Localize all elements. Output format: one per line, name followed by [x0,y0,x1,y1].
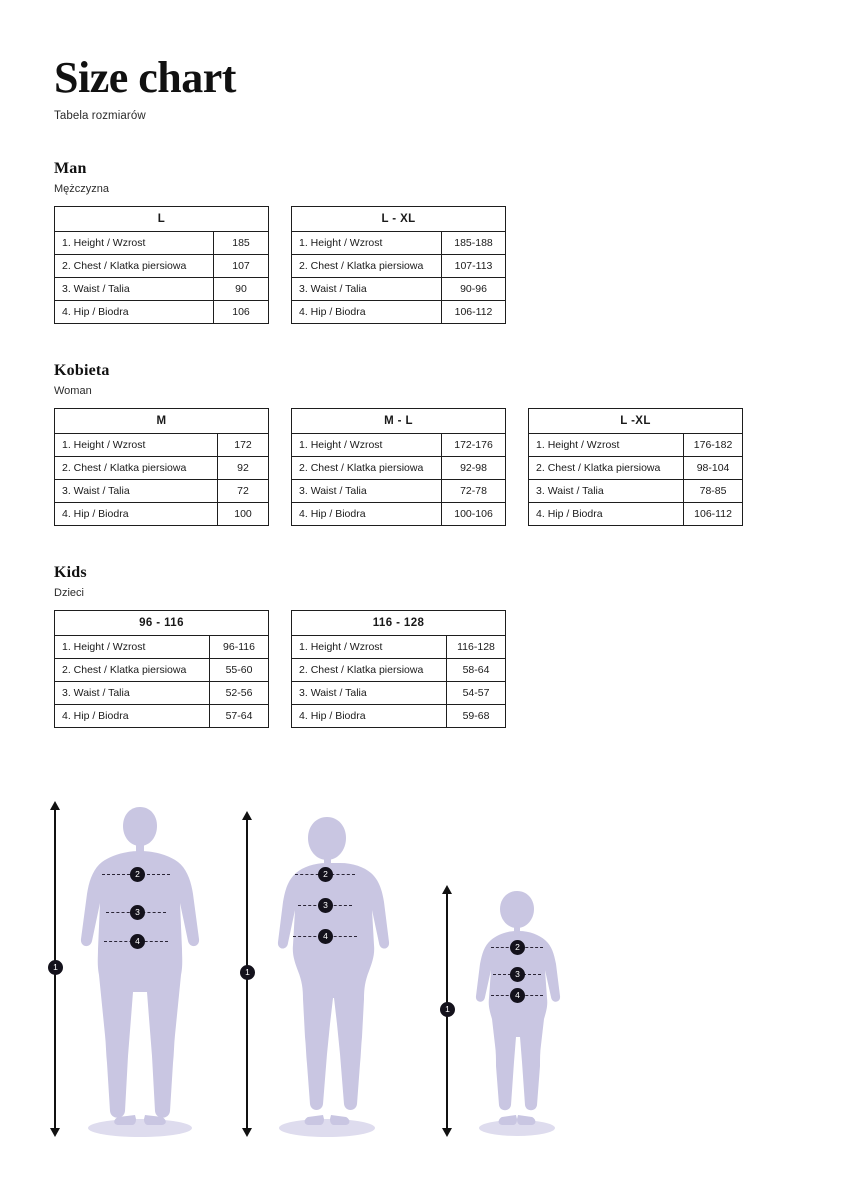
table-row [55,503,269,526]
table-row [529,480,743,503]
table-row [55,255,269,278]
row-label-hip: 4. Hip / Biodra [529,503,684,526]
row-label-hip: 4. Hip / Biodra [292,705,447,728]
table-row [55,705,269,728]
row-label-height: 1. Height / Wzrost [292,232,442,255]
man-marker-3: 3 [130,905,145,920]
table-title: M - L [292,409,506,434]
table-row [55,232,269,255]
row-value-chest: 58-64 [447,659,506,682]
row-label-chest: 2. Chest / Klatka piersiowa [292,659,447,682]
row-label-hip: 4. Hip / Biodra [292,503,442,526]
table-row [292,278,506,301]
man-marker-4: 4 [130,934,145,949]
row-label-height: 1. Height / Wzrost [55,636,210,659]
size-table-kids-96-116 [54,610,269,728]
row-value-chest: 107-113 [442,255,506,278]
table-row [55,636,269,659]
row-label-waist: 3. Waist / Talia [292,278,442,301]
section-kids [54,564,794,728]
row-label-height: 1. Height / Wzrost [55,232,214,255]
table-row [55,659,269,682]
table-title: 116 - 128 [292,611,506,636]
man-marker-2: 2 [130,867,145,882]
row-value-chest: 92-98 [442,457,506,480]
row-value-waist: 78-85 [684,480,743,503]
section-heading-man: Man [54,160,87,177]
page-title: Size chart [54,53,236,102]
row-value-chest: 92 [218,457,269,480]
size-table-man-l-xl [291,206,506,324]
row-label-waist: 3. Waist / Talia [529,480,684,503]
row-value-height: 116-128 [447,636,506,659]
table-row [292,636,506,659]
row-value-hip: 100-106 [442,503,506,526]
page-subtitle: Tabela rozmiarów [54,110,146,122]
table-row [292,301,506,324]
tables-row-woman [54,408,794,526]
table-row [292,480,506,503]
woman-marker-2: 2 [318,867,333,882]
section-subheading-woman: Woman [54,385,92,397]
row-value-height: 185 [214,232,269,255]
row-value-height: 96-116 [210,636,269,659]
row-label-chest: 2. Chest / Klatka piersiowa [55,255,214,278]
section-woman [54,362,794,526]
row-value-hip: 57-64 [210,705,269,728]
row-label-chest: 2. Chest / Klatka piersiowa [55,659,210,682]
table-row [55,682,269,705]
table-row [529,434,743,457]
table-title: 96 - 116 [55,611,269,636]
size-table-woman-l-xl [528,408,743,526]
row-value-chest: 98-104 [684,457,743,480]
size-table-woman-m [54,408,269,526]
figures-illustration [0,795,848,1155]
table-row [55,457,269,480]
row-value-height: 176-182 [684,434,743,457]
tables-row-kids [54,610,794,728]
woman-marker-1: 1 [240,965,255,980]
row-label-hip: 4. Hip / Biodra [55,705,210,728]
row-label-hip: 4. Hip / Biodra [55,503,218,526]
row-label-hip: 4. Hip / Biodra [292,301,442,324]
row-label-waist: 3. Waist / Talia [292,682,447,705]
row-value-chest: 107 [214,255,269,278]
table-title: L -XL [529,409,743,434]
row-label-waist: 3. Waist / Talia [292,480,442,503]
row-value-waist: 54-57 [447,682,506,705]
kid-figure [432,795,592,1155]
row-label-chest: 2. Chest / Klatka piersiowa [55,457,218,480]
table-row [55,434,269,457]
table-row [292,659,506,682]
woman-marker-4: 4 [318,929,333,944]
man-body-silhouette [40,795,240,1140]
section-heading-kids: Kids [54,564,87,581]
tables-row-man [54,206,794,324]
row-label-waist: 3. Waist / Talia [55,480,218,503]
row-label-chest: 2. Chest / Klatka piersiowa [292,255,442,278]
table-row [292,457,506,480]
row-value-waist: 52-56 [210,682,269,705]
row-label-chest: 2. Chest / Klatka piersiowa [529,457,684,480]
table-row [55,278,269,301]
row-value-hip: 106 [214,301,269,324]
man-marker-1: 1 [48,960,63,975]
row-label-hip: 4. Hip / Biodra [55,301,214,324]
row-value-hip: 59-68 [447,705,506,728]
table-row [292,682,506,705]
man-figure [40,795,240,1155]
row-value-hip: 100 [218,503,269,526]
table-row [292,705,506,728]
row-value-waist: 90 [214,278,269,301]
kid-marker-3: 3 [510,967,525,982]
row-label-height: 1. Height / Wzrost [55,434,218,457]
table-title: M [55,409,269,434]
row-label-height: 1. Height / Wzrost [529,434,684,457]
kid-marker-2: 2 [510,940,525,955]
kid-marker-1: 1 [440,1002,455,1017]
woman-figure [232,795,422,1155]
woman-body-silhouette [232,795,422,1140]
row-value-hip: 106-112 [442,301,506,324]
table-row [55,301,269,324]
row-value-height: 185-188 [442,232,506,255]
size-table-man-l [54,206,269,324]
table-title: L - XL [292,207,506,232]
row-value-waist: 72-78 [442,480,506,503]
row-label-waist: 3. Waist / Talia [55,278,214,301]
table-row [55,480,269,503]
row-value-hip: 106-112 [684,503,743,526]
row-label-chest: 2. Chest / Klatka piersiowa [292,457,442,480]
row-label-height: 1. Height / Wzrost [292,434,442,457]
section-subheading-man: Mężczyzna [54,183,110,195]
row-value-height: 172 [218,434,269,457]
row-label-waist: 3. Waist / Talia [55,682,210,705]
row-value-height: 172-176 [442,434,506,457]
row-label-height: 1. Height / Wzrost [292,636,447,659]
section-heading-woman: Kobieta [54,362,110,379]
size-table-kids-116-128 [291,610,506,728]
size-table-woman-m-l [291,408,506,526]
kid-marker-4: 4 [510,988,525,1003]
table-row [529,503,743,526]
table-row [292,503,506,526]
row-value-waist: 72 [218,480,269,503]
section-subheading-kids: Dzieci [54,587,84,599]
woman-marker-3: 3 [318,898,333,913]
row-value-chest: 55-60 [210,659,269,682]
row-value-waist: 90-96 [442,278,506,301]
table-row [292,255,506,278]
table-row [529,457,743,480]
table-row [292,434,506,457]
table-title: L [55,207,269,232]
section-man [54,160,794,324]
table-row [292,232,506,255]
